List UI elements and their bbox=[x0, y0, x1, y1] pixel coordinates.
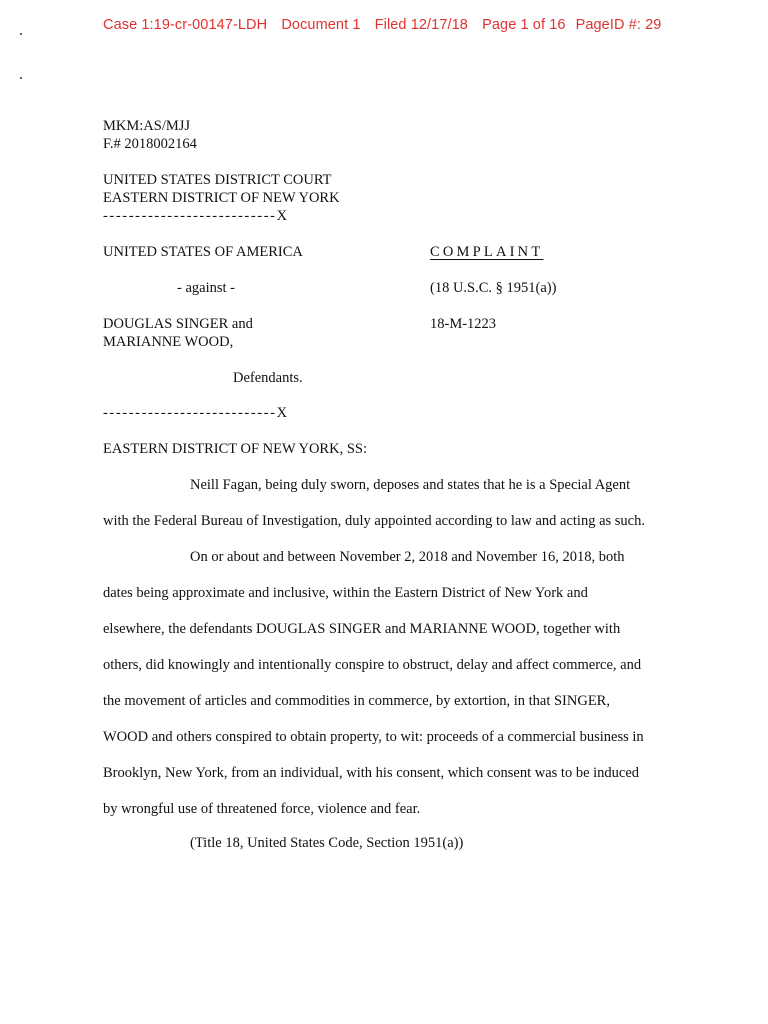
plaintiff-name: UNITED STATES OF AMERICA bbox=[103, 244, 303, 260]
body-line: WOOD and others conspired to obtain property, to wit: proceeds of a commercial business in bbox=[103, 729, 644, 745]
court-district: EASTERN DISTRICT OF NEW YORK bbox=[103, 190, 340, 206]
attorney-initials: MKM:AS/MJJ bbox=[103, 118, 191, 134]
defendant-name-line-1: DOUGLAS SINGER and bbox=[103, 316, 253, 332]
body-line: with the Federal Bureau of Investigation, duly appointed according to law and acting as such. bbox=[103, 513, 645, 529]
file-number: F.# 2018002164 bbox=[103, 136, 197, 152]
statute-reference: (Title 18, United States Code, Section 1951(a)) bbox=[190, 835, 464, 851]
body-line: the movement of articles and commodities in commerce, by extortion, in that SINGER, bbox=[103, 693, 610, 709]
court-name: UNITED STATES DISTRICT COURT bbox=[103, 172, 332, 188]
stamp-filed-date: Filed 12/17/18 bbox=[374, 17, 468, 33]
stamp-case-number: Case 1:19-cr-00147-LDH bbox=[103, 17, 268, 33]
body-line: Brooklyn, New York, from an individual, with his consent, which consent was to be induced bbox=[103, 765, 640, 781]
caption-separator-bottom: ---------------------------X bbox=[103, 405, 289, 421]
stamp-page: Page 1 of 16 bbox=[482, 17, 566, 33]
defendants-label: Defendants. bbox=[233, 370, 303, 386]
body-line: by wrongful use of threatened force, violence and fear. bbox=[103, 801, 421, 817]
body-line: dates being approximate and inclusive, within the Eastern District of New York and bbox=[103, 585, 588, 601]
body-line: elsewhere, the defendants DOUGLAS SINGER and MARIANNE WOOD, together with bbox=[103, 621, 621, 637]
statute-citation: (18 U.S.C. § 1951(a)) bbox=[430, 280, 557, 296]
stamp-pageid: PageID #: 29 bbox=[575, 17, 662, 33]
defendant-name-line-2: MARIANNE WOOD, bbox=[103, 334, 234, 350]
body-line: Neill Fagan, being duly sworn, deposes and states that he is a Special Agent bbox=[190, 477, 631, 493]
venue-line: EASTERN DISTRICT OF NEW YORK, SS: bbox=[103, 441, 367, 457]
caption-separator-top: ---------------------------X bbox=[103, 208, 289, 224]
scan-speck bbox=[20, 33, 22, 35]
filing-stamp-header bbox=[103, 17, 661, 33]
scan-speck bbox=[20, 77, 22, 79]
body-line: others, did knowingly and intentionally conspire to obstruct, delay and affect commerce, and bbox=[103, 657, 642, 673]
document-type-title: COMPLAINT bbox=[430, 244, 544, 260]
against-label: - against - bbox=[177, 280, 235, 296]
docket-number: 18-M-1223 bbox=[430, 316, 497, 332]
stamp-document: Document 1 bbox=[281, 17, 361, 33]
body-line: On or about and between November 2, 2018 and November 16, 2018, both bbox=[190, 549, 625, 565]
